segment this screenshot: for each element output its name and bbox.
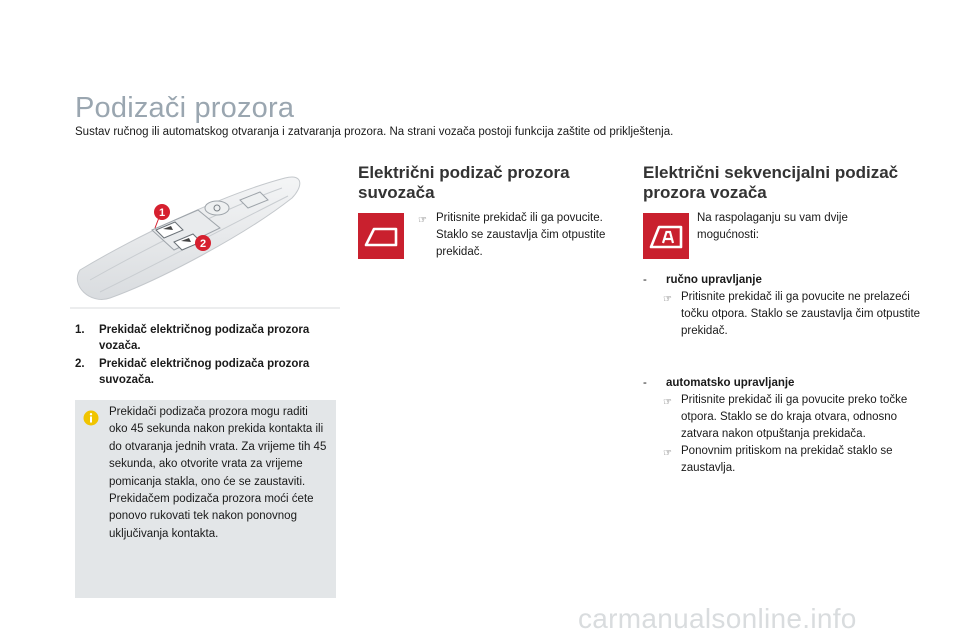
manual-window-icon [358, 213, 404, 259]
callout-1-label: 1 [158, 207, 166, 219]
legend-item: 2. Prekidač električnog podizača prozora suvozača. [75, 358, 310, 386]
automatic-mode-section: - automatsko upravljanje ☞ Pritisnite prekidač ili ga povucite preko točke otpora. Staklo se do kraja otvara, odnosno zatvara nakon otpuštanja prekidača. ☞ Ponovnim pritiskom na prekidač staklo se zaustavlja. [643, 375, 923, 477]
auto-window-icon [643, 213, 689, 259]
manual-mode-title: ručno upravljanje [666, 274, 762, 286]
heading-driver-window: Električni sekvencijalni podizač prozora vozača [643, 163, 899, 202]
note-text: Prekidači podizača prozora mogu raditi oko 45 sekunda nakon prekida kontakta ili do otvaranja jednih vrata. Za vrijeme tih 45 sekunda, ako otvorite vrata za vrijeme pomicanja stakla, ono će se zaustaviti. Prekidačem podizača prozora moći ćete ponovo rukovati tek nakon ponovnog uključivanja kontakta. [109, 406, 327, 540]
list-item: ☞ Ponovnim pritiskom na prekidač staklo se zaustavlja. [643, 443, 923, 477]
intro-text: Sustav ručnog ili automatskog otvaranja i zatvaranja prozora. Na strani vozača postoji funkcija zaštite od priklještenja. [75, 126, 674, 138]
legend-item: 1. Prekidač električnog podizača prozora vozača. [75, 324, 310, 352]
hand-pointer-icon: ☞ [663, 294, 672, 305]
hand-pointer-icon: ☞ [663, 448, 672, 459]
driver-intro: Na raspolaganju su vam dvije mogućnosti: [697, 212, 848, 241]
hand-pointer-icon: ☞ [418, 215, 427, 226]
list-item: ☞ Pritisnite prekidač ili ga povucite preko točke otpora. Staklo se do kraja otvara, odnosno zatvara nakon otpuštanja prekidača. [643, 392, 923, 443]
window-switch-illustration [70, 170, 340, 315]
list-item: ☞ Pritisnite prekidač ili ga povucite ne prelazeći točku otpora. Staklo se zaustavlja čim otpustite prekidač. [643, 289, 923, 340]
callout-2 [195, 235, 211, 251]
manual-mode-section: - ručno upravljanje ☞ Pritisnite prekidač ili ga povucite ne prelazeći točku otpora. Staklo se zaustavlja čim otpustite prekidač. [643, 272, 923, 340]
watermark: carmanualsonline.info [578, 603, 857, 634]
info-icon [83, 410, 99, 426]
legend-list [75, 322, 337, 390]
heading-passenger-window: Električni podizač prozora suvozača [358, 163, 570, 202]
callout-2-label: 2 [199, 238, 207, 250]
page-title: Podizači prozora [75, 92, 295, 124]
passenger-instruction: ☞ Pritisnite prekidač ili ga povucite. Staklo se zaustavlja čim otpustite prekidač. [418, 210, 628, 261]
automatic-mode-title: automatsko upravljanje [666, 377, 795, 389]
hand-pointer-icon: ☞ [663, 397, 672, 408]
info-note [75, 400, 336, 598]
